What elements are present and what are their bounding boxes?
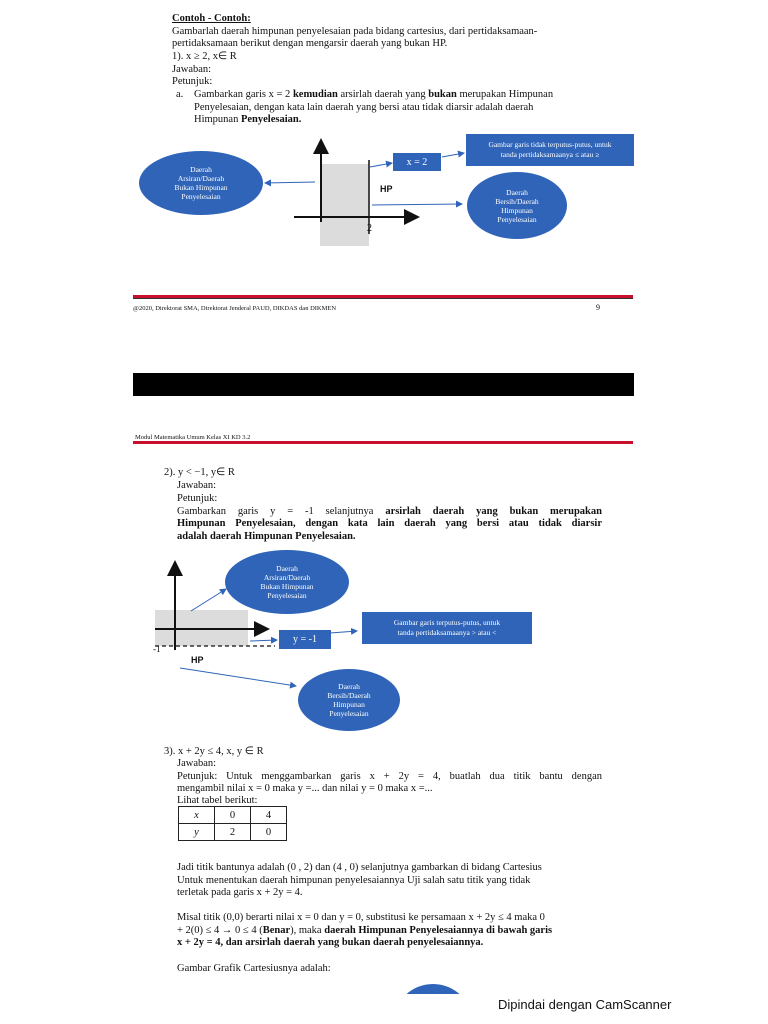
note-box-2: Gambar garis terputus-putus, untuk tanda pertidaksamaanya > atau <: [362, 612, 532, 644]
step-a-line-3: Himpunan Penyelesaian.: [194, 114, 302, 125]
value-table: [178, 806, 287, 841]
ellipse-clear-region-label-2: Daerah Bersih/Daerah Himpunan Penyelesaian: [298, 669, 400, 731]
p2-line-3: adalah daerah Himpunan Penyelesaian.: [177, 531, 356, 542]
jawaban-label: Jawaban:: [172, 64, 212, 75]
page-number: 9: [596, 303, 600, 312]
table-cell: 0: [251, 824, 287, 841]
p3-para2-line-1: Misal titik (0,0) berarti nilai x = 0 dan y = 0, substitusi ke persamaan x + 2y ≤ 4 maka 0: [177, 912, 545, 923]
jawaban-2: Jawaban:: [177, 480, 217, 491]
p3-line-2: mengambil nilai x = 0 maka y =... dan nilai y = 0 maka x =...: [177, 783, 433, 794]
p2-line-1: Gambarkan garis y = -1 selanjutnya arsirlah daerah yang bukan merupakan: [177, 506, 602, 517]
p3-para2-line-2: + 2(0) ≤ 4 → 0 ≤ 4 (Benar), maka daerah Himpunan Penyelesaiannya di bawah garis: [177, 925, 553, 936]
problem-2: 2). y < −1, y∈ R: [164, 467, 235, 478]
table-row: [179, 824, 287, 841]
line-label-box: x = 2: [393, 153, 441, 171]
table-row: [179, 807, 287, 824]
table-cell: y: [179, 824, 215, 841]
tick-label-neg-1: -1: [153, 644, 161, 654]
intro-line-2: pertidaksamaan berikut dengan mengarsir daerah yang bukan HP.: [172, 38, 448, 49]
note-box: Gambar garis tidak terputus-putus, untuk tanda pertidaksamaanya ≤ atau ≥: [466, 134, 634, 166]
arrow-to-ellipse-top: [191, 589, 226, 611]
jawaban-3: Jawaban:: [177, 758, 217, 769]
step-a-label: a.: [176, 89, 184, 100]
arrow-to-ellipse-bottom: [180, 668, 296, 686]
ellipse-shaded-region-label: Daerah Arsiran/Daerah Bukan Himpunan Penyelesaian: [139, 151, 263, 215]
table-cell: 4: [251, 807, 287, 824]
p3-para1-line-1: Jadi titik bantunya adalah (0 , 2) dan (4 , 0) selanjutnya gambarkan di bidang Cartesius: [177, 862, 542, 873]
table-cell: x: [179, 807, 215, 824]
heading: Contoh - Contoh:: [172, 13, 251, 24]
ellipse-clear-region-label: Daerah Bersih/Daerah Himpunan Penyelesaian: [467, 172, 567, 239]
p3-line-3: Lihat tabel berikut:: [177, 795, 258, 806]
arrow-to-line-box-2: [250, 640, 277, 641]
petunjuk-2: Petunjuk:: [177, 493, 218, 504]
footer-text: @2020, Direktorat SMA, Direktorat Jenderal PAUD, DIKDAS dan DIKMEN: [133, 305, 337, 312]
hp-label: HP: [380, 184, 393, 194]
ellipse-shaded-region-label-2: Daerah Arsiran/Daerah Bukan Himpunan Penyelesaian: [225, 550, 349, 614]
p3-line-1: Petunjuk: Untuk menggambarkan garis x + 2y = 4, buatlah dua titik bantu dengan: [177, 771, 602, 782]
p3-para1-line-3: terletak pada garis x + 2y = 4.: [177, 887, 303, 898]
table-cell: 2: [215, 824, 251, 841]
p3-para2-line-3: x + 2y = 4, dan arsirlah daerah yang bukan daerah penyelesaiannya.: [177, 937, 484, 948]
intro-line-1: Gambarlah daerah himpunan penyelesaian pada bidang cartesius, dari pertidaksamaan-: [172, 26, 538, 37]
p3-para1-line-2: Untuk menentukan daerah himpunan penyelesaiannya Uji salah satu titik yang tidak: [177, 875, 531, 886]
problem-3: 3). x + 2y ≤ 4, x, y ∈ R: [164, 746, 264, 757]
tick-label-2: 2: [367, 223, 372, 234]
step-a-line-1: Gambarkan garis x = 2 kemudian arsirlah daerah yang bukan merupakan Himpunan: [194, 89, 554, 100]
running-header: Modul Matematika Umum Kelas XI KD 3.2: [135, 434, 251, 441]
graph-heading: Gambar Grafik Cartesiusnya adalah:: [177, 963, 331, 974]
line-label-box-2: y = -1: [279, 630, 331, 649]
step-a-line-2: Penyelesaian, dengan kata lain daerah yang bersi atau tidak diarsir adalah daerah: [194, 102, 534, 113]
p2-line-2: Himpunan Penyelesaian, dengan kata lain daerah yang bersi atau tidak diarsir: [177, 518, 602, 529]
hp-label-2: HP: [191, 655, 204, 665]
camscanner-watermark: Dipindai dengan CamScanner: [498, 997, 672, 1012]
table-cell: 0: [215, 807, 251, 824]
petunjuk-label: Petunjuk:: [172, 76, 213, 87]
arrow-to-note-box-2: [330, 631, 357, 633]
problem-1: 1). x ≥ 2, x∈ R: [172, 51, 237, 62]
